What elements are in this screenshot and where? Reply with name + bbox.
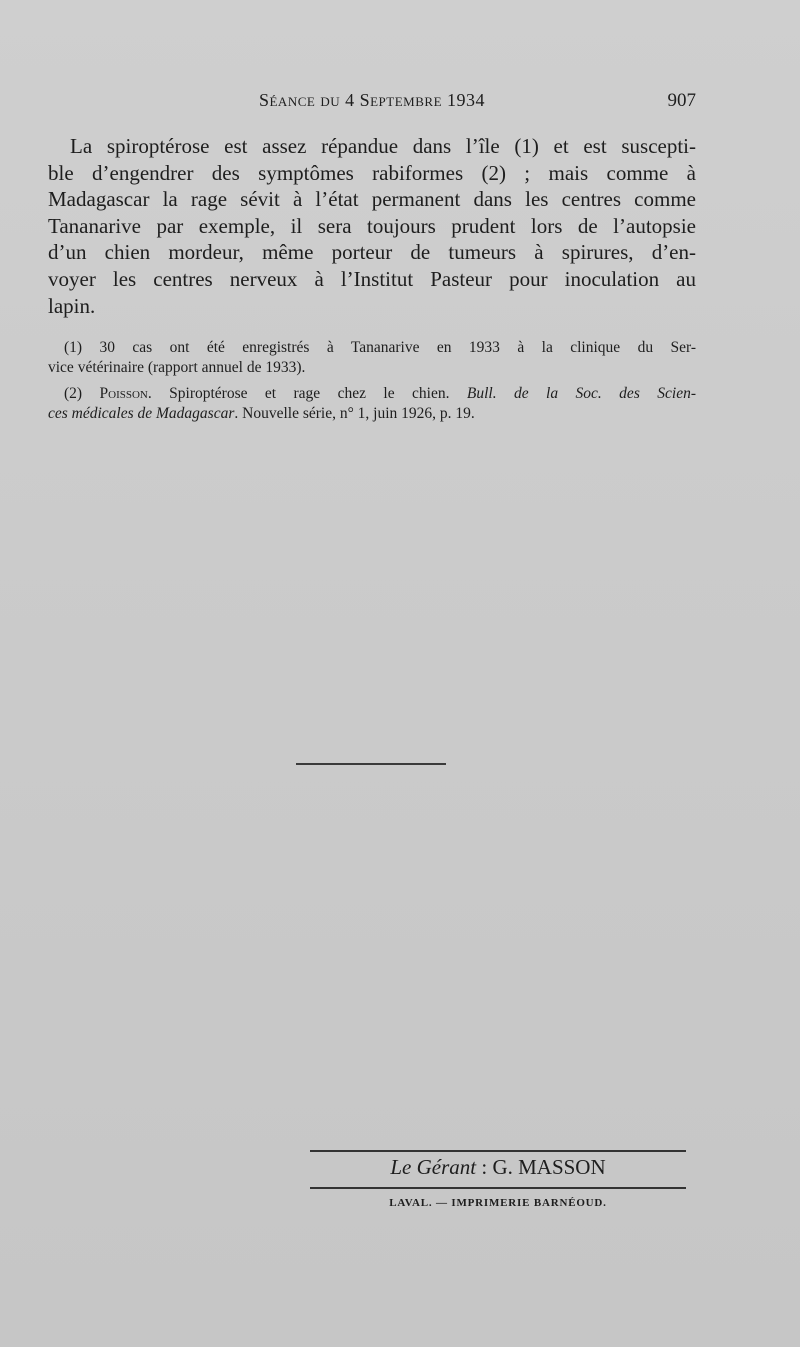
running-header (48, 90, 696, 116)
footnote-journal: Bull. de la Soc. des Scien- (466, 385, 696, 402)
footnote-line (48, 384, 696, 404)
section-divider (296, 763, 446, 765)
footnote-2 (48, 384, 696, 424)
page-number: 907 (667, 90, 696, 111)
body-line: ble d’engendrer des symptômes rabiformes (2) ; mais comme à (48, 160, 696, 185)
footnote-line: vice vétérinaire (rapport annuel de 1933). (48, 359, 306, 376)
footnotes (48, 338, 696, 424)
printer-line: LAVAL. — IMPRIMERIE BARNÉOUD. (389, 1197, 607, 1209)
footnote-1 (48, 338, 696, 378)
footnote-journal: ces médicales de Madagascar (48, 405, 235, 422)
body-line: d’un chien mordeur, même porteur de tumeurs à spirures, d’en- (48, 240, 696, 265)
body-line: voyer les centres nerveux à l’Institut Pasteur pour inoculation au (48, 266, 696, 291)
imprint-rule-bottom (310, 1187, 686, 1189)
gerant-name: G. MASSON (492, 1155, 606, 1179)
footnote-number: (2) (64, 385, 100, 402)
body-line: Tananarive par exemple, il sera toujours prudent lors de l’autopsie (48, 213, 696, 238)
running-title: Séance du 4 Septembre 1934 (258, 90, 486, 110)
body-line: Madagascar la rage sévit à l’état permanent dans les centres comme (48, 187, 696, 212)
body-line: La spiroptérose est assez répandue dans l’île (1) et est suscepti- (70, 134, 696, 158)
body-paragraph (48, 133, 696, 319)
footnote-text: . Nouvelle série, n° 1, juin 1926, p. 19. (234, 405, 475, 422)
footnote-text: . Spiroptérose et rage chez le chien. (147, 385, 467, 402)
footnote-line: (1) 30 cas ont été enregistrés à Tananarive en 1933 à la clinique du Ser- (64, 339, 696, 356)
imprint-rule-top (310, 1150, 686, 1152)
footnote-line (48, 404, 696, 424)
footnote-author: Poisson (99, 385, 148, 402)
gerant-separator: : (476, 1155, 493, 1179)
gerant-label: Le Gérant (390, 1155, 477, 1179)
gerant-line (310, 1153, 686, 1181)
body-line: lapin. (48, 293, 96, 318)
